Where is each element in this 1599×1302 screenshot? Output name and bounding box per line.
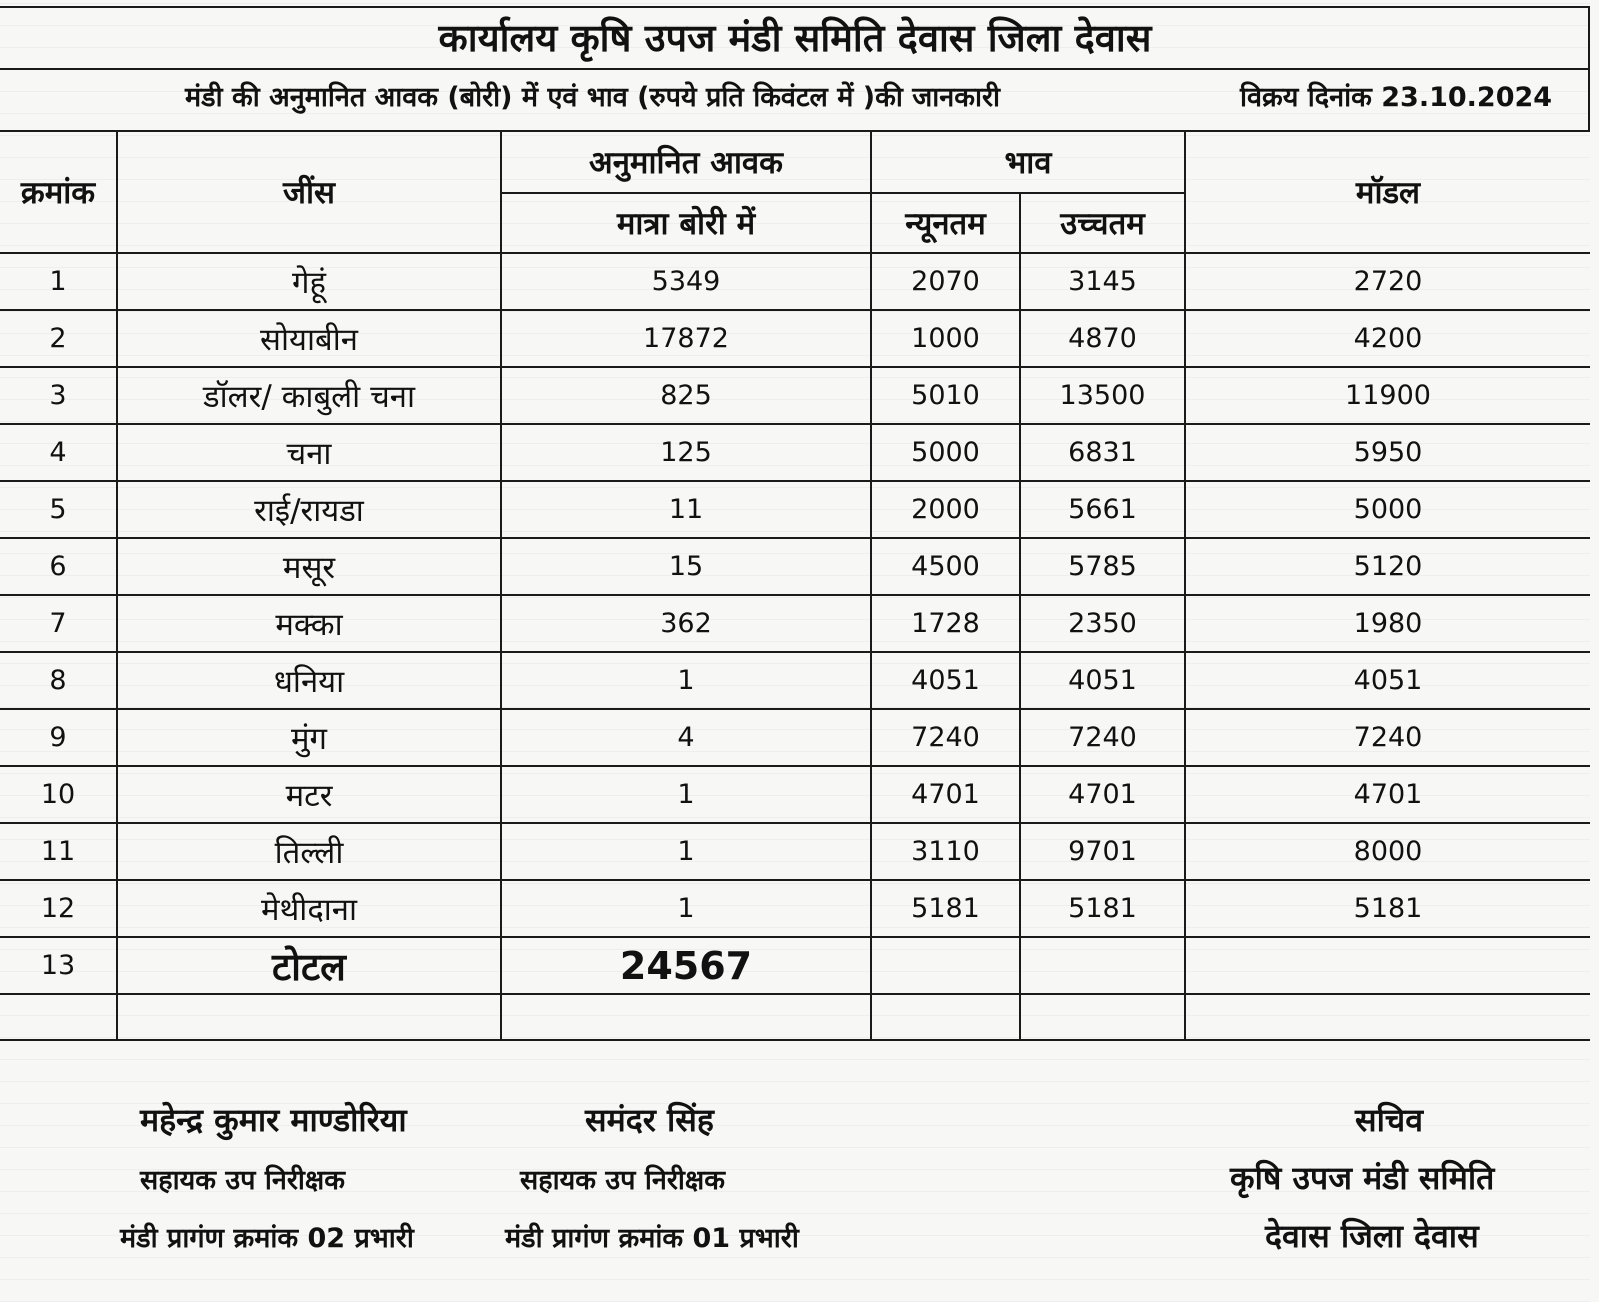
- row-min-price: 2000: [871, 481, 1020, 538]
- row-quantity: 125: [501, 424, 871, 481]
- table-row: [0, 538, 1590, 595]
- total-row: [0, 937, 1590, 994]
- row-max-price: 5181: [1020, 880, 1185, 937]
- blank-cell: [1185, 994, 1590, 1040]
- col-modal-header: मॉडल: [1185, 131, 1590, 253]
- row-modal-price: 8000: [1185, 823, 1590, 880]
- col-price-header: भाव: [871, 131, 1185, 193]
- row-crop: डॉलर/ काबुली चना: [117, 367, 501, 424]
- table-row: [0, 766, 1590, 823]
- row-max-price: 4051: [1020, 652, 1185, 709]
- blank-cell: [0, 994, 117, 1040]
- blank-cell: [501, 994, 871, 1040]
- middle-signatory-designation: सहायक उप निरीक्षक: [520, 1165, 726, 1196]
- row-modal-price: 5000: [1185, 481, 1590, 538]
- row-max-price: 2350: [1020, 595, 1185, 652]
- table-row: [0, 880, 1590, 937]
- row-max-price: 3145: [1020, 253, 1185, 310]
- row-crop: चना: [117, 424, 501, 481]
- row-min-price: 5010: [871, 367, 1020, 424]
- left-signatory-charge: मंडी प्रागंण क्रमांक 02 प्रभारी: [120, 1223, 414, 1254]
- blank-cell: [1020, 994, 1185, 1040]
- row-quantity: 1: [501, 823, 871, 880]
- table-row: [0, 424, 1590, 481]
- row-serial: 8: [0, 652, 117, 709]
- row-modal-price: 5950: [1185, 424, 1590, 481]
- row-max-price: 5661: [1020, 481, 1185, 538]
- left-signatory-name: महेन्द्र कुमार माण्डोरिया: [140, 1101, 407, 1139]
- row-min-price: 3110: [871, 823, 1020, 880]
- row-quantity: 4: [501, 709, 871, 766]
- row-max-price: 13500: [1020, 367, 1185, 424]
- blank-cell: [871, 994, 1020, 1040]
- right-signatory-charge: देवास जिला देवास: [1265, 1217, 1479, 1255]
- row-serial: 9: [0, 709, 117, 766]
- row-quantity: 1: [501, 766, 871, 823]
- total-modal-empty: [1185, 937, 1590, 994]
- row-serial: 2: [0, 310, 117, 367]
- row-serial: 5: [0, 481, 117, 538]
- row-serial: 12: [0, 880, 117, 937]
- row-crop: मटर: [117, 766, 501, 823]
- total-min-empty: [871, 937, 1020, 994]
- row-modal-price: 5120: [1185, 538, 1590, 595]
- table-row: [0, 481, 1590, 538]
- row-crop: मसूर: [117, 538, 501, 595]
- row-min-price: 4500: [871, 538, 1020, 595]
- col-crop-header: जींस: [117, 131, 501, 253]
- total-label: टोटल: [117, 937, 501, 994]
- row-min-price: 4701: [871, 766, 1020, 823]
- row-serial: 1: [0, 253, 117, 310]
- row-crop: राई/रायडा: [117, 481, 501, 538]
- row-quantity: 5349: [501, 253, 871, 310]
- row-quantity: 825: [501, 367, 871, 424]
- row-min-price: 2070: [871, 253, 1020, 310]
- col-quantity-header: मात्रा बोरी में: [501, 193, 871, 253]
- blank-cell: [117, 994, 501, 1040]
- row-modal-price: 5181: [1185, 880, 1590, 937]
- row-max-price: 4701: [1020, 766, 1185, 823]
- row-min-price: 7240: [871, 709, 1020, 766]
- table-row: [0, 367, 1590, 424]
- middle-signatory-charge: मंडी प्रागंण क्रमांक 01 प्रभारी: [505, 1223, 799, 1254]
- row-modal-price: 7240: [1185, 709, 1590, 766]
- row-min-price: 5000: [871, 424, 1020, 481]
- table-row: [0, 253, 1590, 310]
- office-title: कार्यालय कृषि उपज मंडी समिति देवास जिला देवास: [438, 16, 1152, 60]
- row-modal-price: 1980: [1185, 595, 1590, 652]
- row-max-price: 4870: [1020, 310, 1185, 367]
- table-row: [0, 709, 1590, 766]
- row-min-price: 1728: [871, 595, 1020, 652]
- mandi-rates-table: [0, 130, 1590, 1041]
- row-serial: 11: [0, 823, 117, 880]
- row-quantity: 1: [501, 880, 871, 937]
- row-crop: मेथीदाना: [117, 880, 501, 937]
- row-min-price: 5181: [871, 880, 1020, 937]
- col-max-header: उच्चतम: [1020, 193, 1185, 253]
- row-min-price: 4051: [871, 652, 1020, 709]
- row-crop: मुंग: [117, 709, 501, 766]
- col-serial-header: क्रमांक: [0, 131, 117, 253]
- row-max-price: 9701: [1020, 823, 1185, 880]
- right-signatory-designation: कृषि उपज मंडी समिति: [1230, 1159, 1495, 1197]
- row-crop: मक्का: [117, 595, 501, 652]
- row-quantity: 11: [501, 481, 871, 538]
- row-modal-price: 11900: [1185, 367, 1590, 424]
- blank-row: [0, 994, 1590, 1040]
- row-quantity: 362: [501, 595, 871, 652]
- row-modal-price: 4701: [1185, 766, 1590, 823]
- right-signatory-name: सचिव: [1355, 1101, 1424, 1139]
- row-serial: 7: [0, 595, 117, 652]
- table-row: [0, 823, 1590, 880]
- table-row: [0, 595, 1590, 652]
- total-quantity: 24567: [501, 937, 871, 994]
- report-subtitle: मंडी की अनुमानित आवक (बोरी) में एवं भाव (रुपये प्रति किवंटल में )की जानकारी: [185, 82, 1001, 113]
- row-serial: 6: [0, 538, 117, 595]
- total-serial: 13: [0, 937, 117, 994]
- middle-signatory-name: समंदर सिंह: [585, 1101, 714, 1139]
- table-row: [0, 652, 1590, 709]
- left-signatory-designation: सहायक उप निरीक्षक: [140, 1165, 346, 1196]
- row-modal-price: 4051: [1185, 652, 1590, 709]
- total-max-empty: [1020, 937, 1185, 994]
- col-min-header: न्यूनतम: [871, 193, 1020, 253]
- row-crop: सोयाबीन: [117, 310, 501, 367]
- row-crop: तिल्ली: [117, 823, 501, 880]
- row-quantity: 17872: [501, 310, 871, 367]
- row-serial: 4: [0, 424, 117, 481]
- row-serial: 10: [0, 766, 117, 823]
- row-max-price: 7240: [1020, 709, 1185, 766]
- row-quantity: 15: [501, 538, 871, 595]
- table-header-row: [0, 131, 1590, 193]
- table-row: [0, 310, 1590, 367]
- sale-date: विक्रय दिनांक 23.10.2024: [1240, 82, 1553, 113]
- row-crop: धनिया: [117, 652, 501, 709]
- row-max-price: 5785: [1020, 538, 1185, 595]
- row-max-price: 6831: [1020, 424, 1185, 481]
- row-min-price: 1000: [871, 310, 1020, 367]
- row-quantity: 1: [501, 652, 871, 709]
- row-crop: गेहूं: [117, 253, 501, 310]
- row-modal-price: 4200: [1185, 310, 1590, 367]
- col-arrival-header: अनुमानित आवक: [501, 131, 871, 193]
- row-serial: 3: [0, 367, 117, 424]
- row-modal-price: 2720: [1185, 253, 1590, 310]
